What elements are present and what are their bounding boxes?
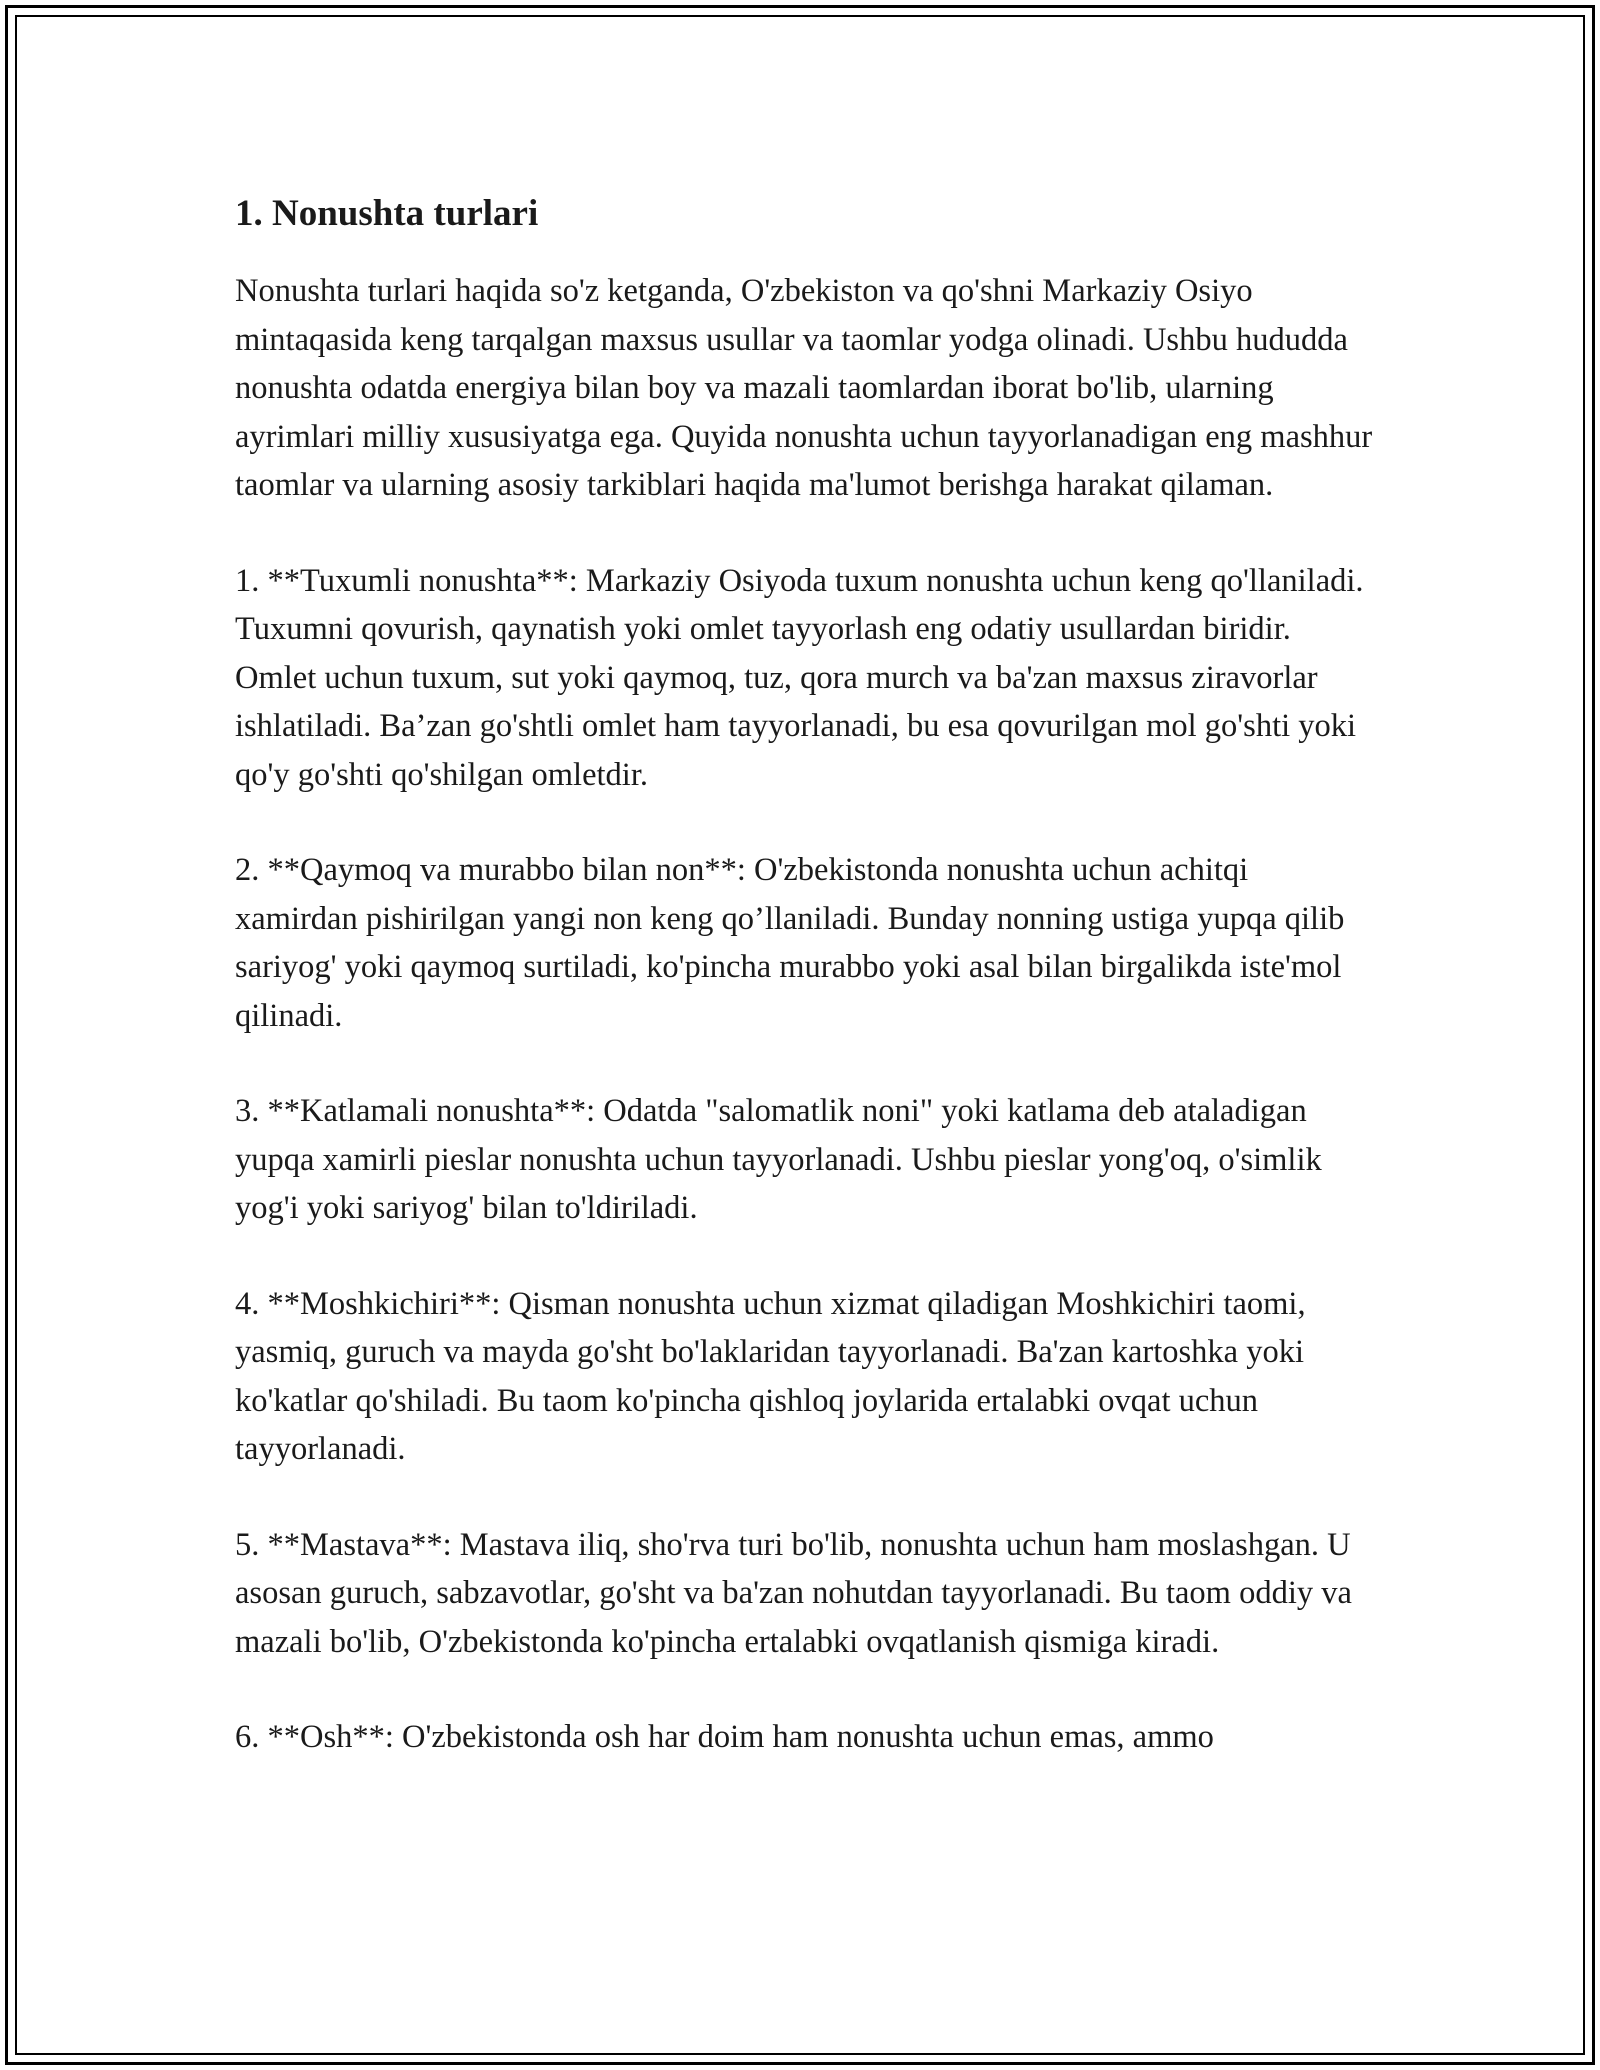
intro-paragraph: Nonushta turlari haqida so'z ketganda, O'zbekiston va qo'shni Markaziy Osiyo mintaqasida keng tarqalgan maxsus usullar va taomlar yodga olinadi. Ushbu hududda nonushta odatda energiya bilan boy va mazali taomlardan iborat bo'lib, ularning ayrimlari milliy xususiyatga ega. Quyida nonushta uchun tayyorlanadigan eng mashhur taomlar va ularning asosiy tarkiblari haqida ma'lumot berishga harakat qilaman. [235, 273, 1373, 503]
list-item-mastava: 5. **Mastava**: Mastava iliq, sho'rva turi bo'lib, nonushta uchun ham moslashgan. U asosan guruch, sabzavotlar, go'sht va ba'zan nohutdan tayyorlanadi. Bu taom oddiy va mazali bo'lib, O'zbekistonda ko'pincha ertalabki ovqatlanish qismiga kiradi. [235, 1526, 1352, 1660]
list-item-tuxumli-nonushta: 1. **Tuxumli nonushta**: Markaziy Osiyoda tuxum nonushta uchun keng qo'llaniladi. Tuxumni qovurish, qaynatish yoki omlet tayyorlash eng odatiy usullardan biridir. Omlet uchun tuxum, sut yoki qaymoq, tuz, qora murch va ba'zan maxsus ziravorlar ishlatiladi. Ba’zan go'shtli omlet ham tayyorlanadi, bu esa qovurilgan mol go'shti yoki qo'y go'shti qo'shilgan omletdir. [235, 562, 1364, 793]
section-heading: 1. Nonushta turlari [235, 193, 539, 234]
list-item-moshkichiri: 4. **Moshkichiri**: Qisman nonushta uchun xizmat qiladigan Moshkichiri taomi, yasmiq, guruch va mayda go'sht bo'laklaridan tayyorlanadi. Ba'zan kartoshka yoki ko'katlar qo'shiladi. Bu taom ko'pincha qishloq joylarida ertalabki ovqat uchun tayyorlanadi. [235, 1285, 1306, 1467]
document-body [235, 188, 1375, 1809]
list-item-qaymoq-murabbo: 2. **Qaymoq va murabbo bilan non**: O'zbekistonda nonushta uchun achitqi xamirdan pishirilgan yangi non keng qo’llaniladi. Bunday nonning ustiga yupqa qilib sariyog' yoki qaymoq surtiladi, ko'pincha murabbo yoki asal bilan birgalikda iste'mol qilinadi. [235, 852, 1345, 1034]
list-item-katlamali-nonushta: 3. **Katlamali nonushta**: Odatda "salomatlik noni" yoki katlama deb ataladigan yupqa xamirli pieslar nonushta uchun tayyorlanadi. Ushbu pieslar yong'oq, o'simlik yog'i yoki sariyog' bilan to'ldiriladi. [235, 1093, 1322, 1226]
list-item-osh: 6. **Osh**: O'zbekistonda osh har doim ham nonushta uchun emas, ammo [235, 1719, 1214, 1755]
